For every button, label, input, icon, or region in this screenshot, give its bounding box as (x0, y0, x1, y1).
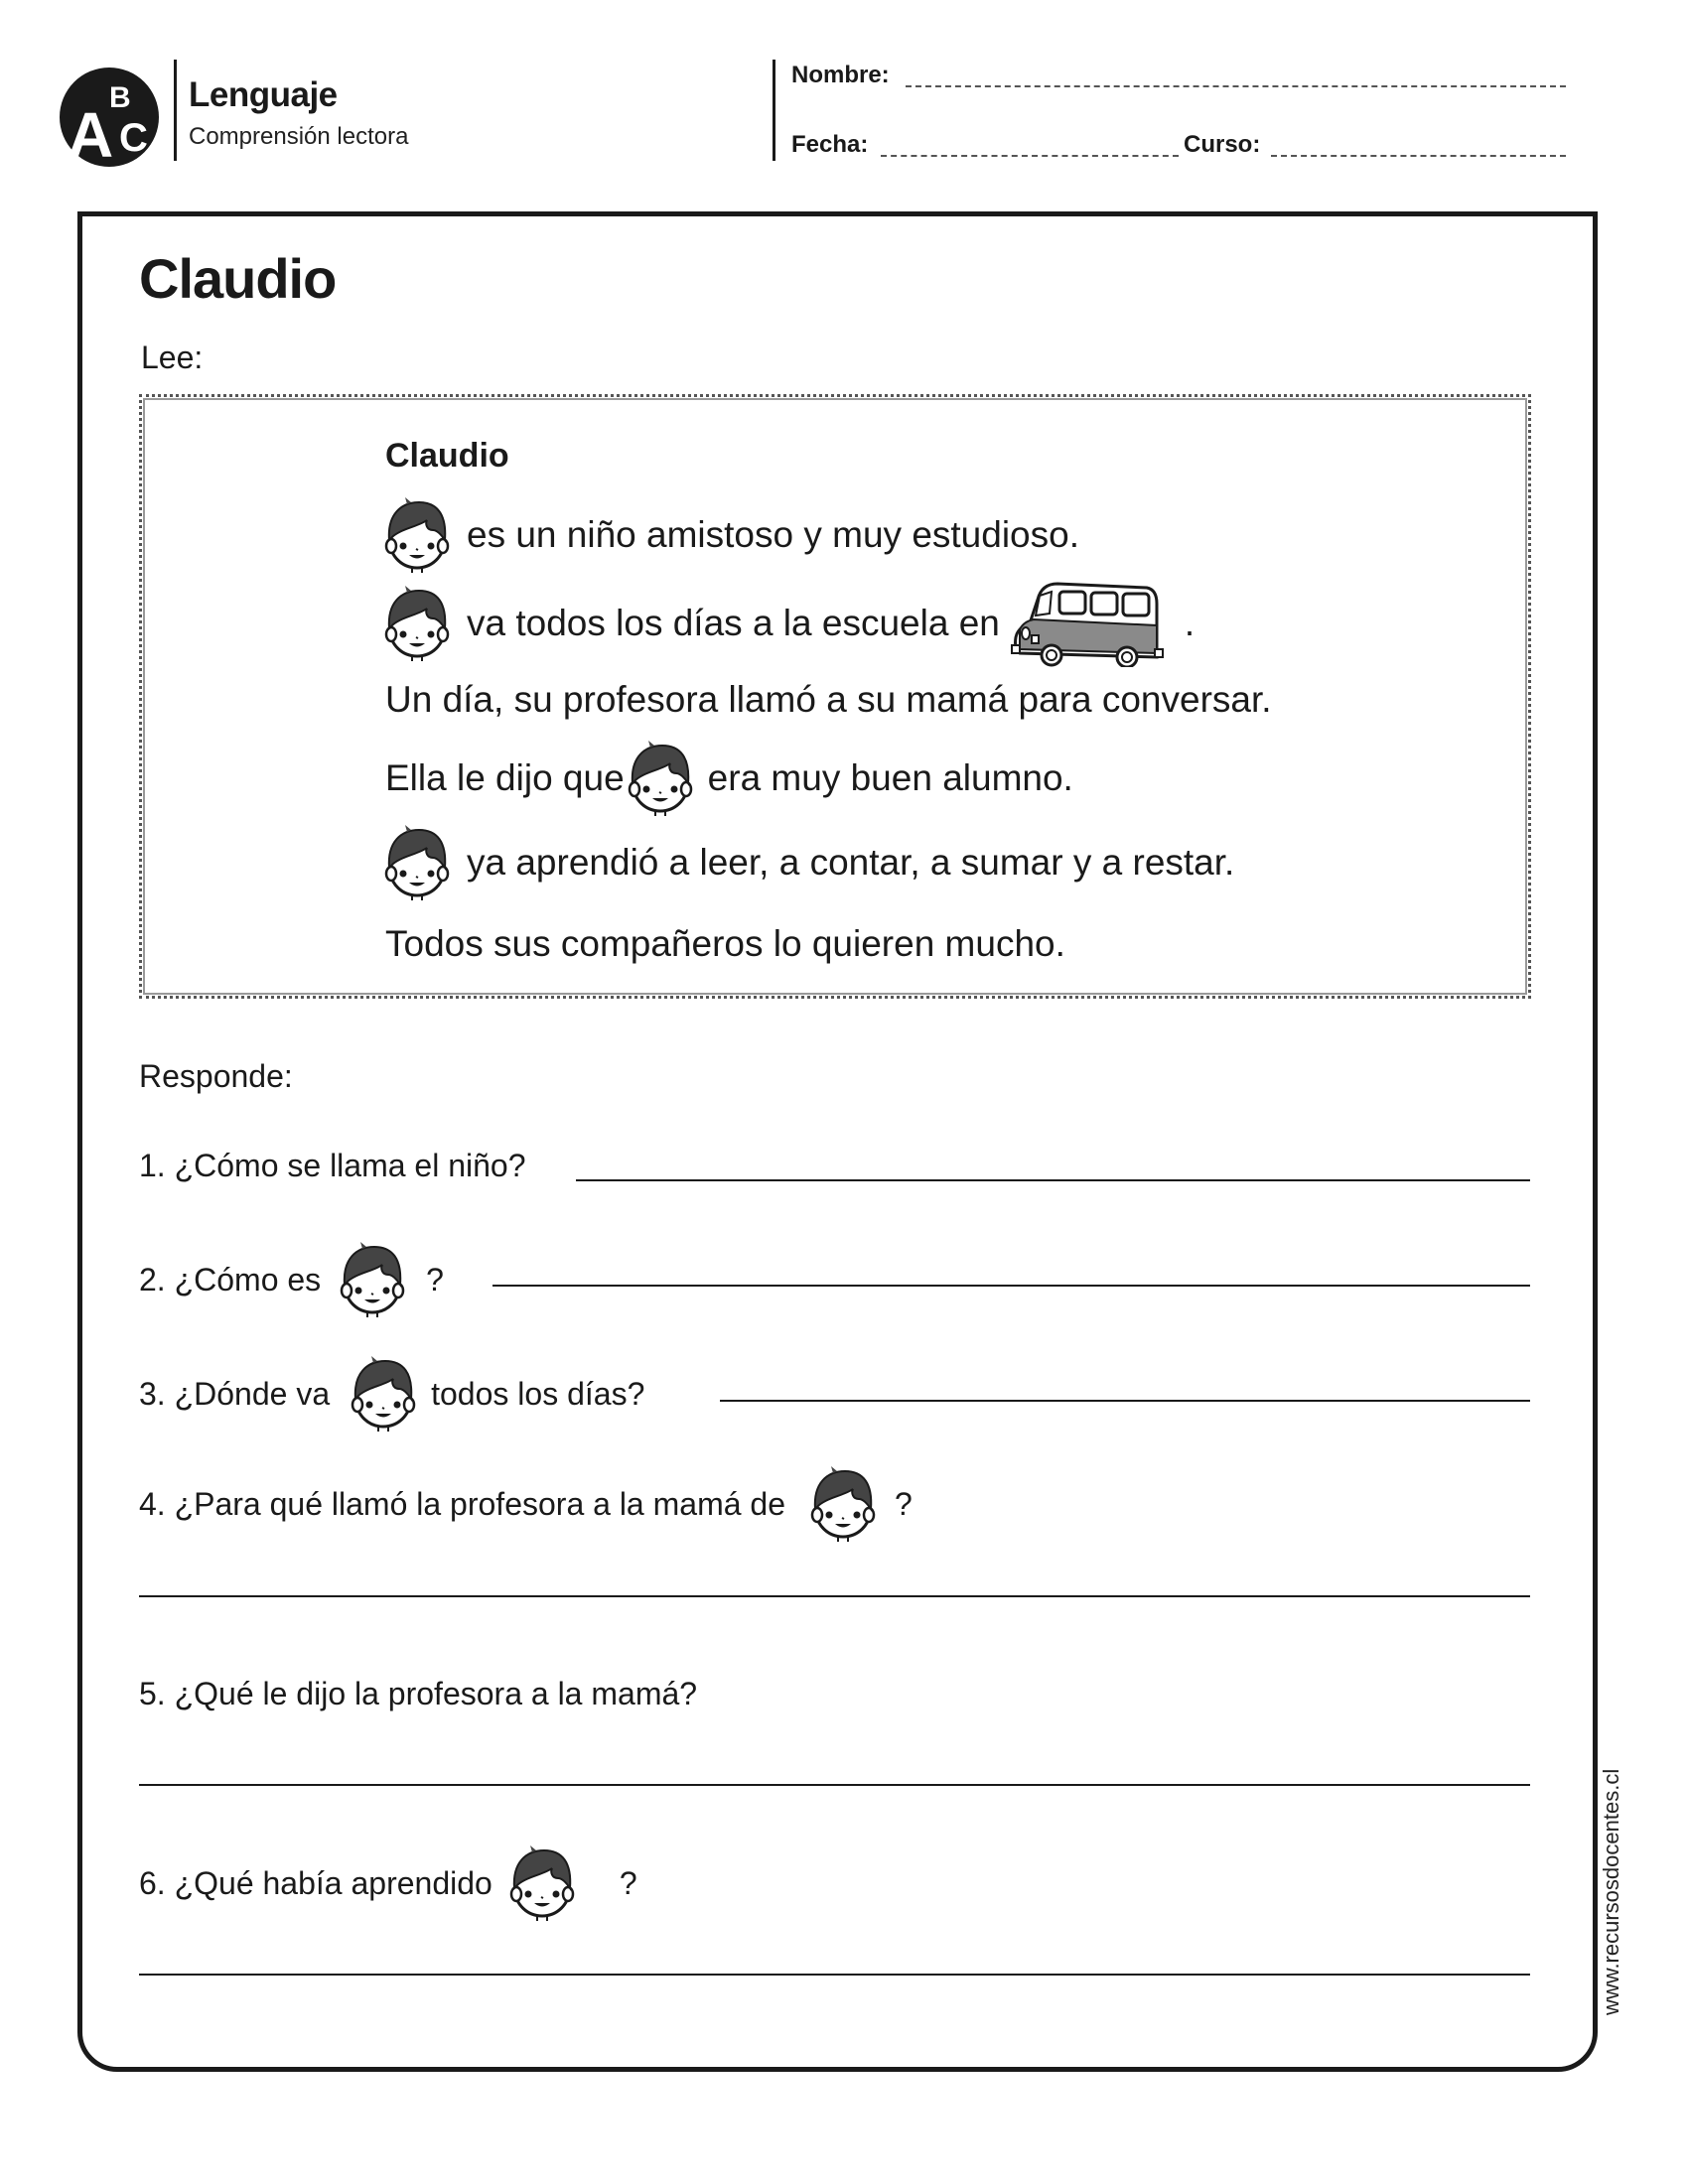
page-title: Claudio (139, 247, 337, 310)
header-divider-right (773, 60, 775, 161)
boy-face-icon (383, 585, 451, 662)
story-text: va todos los días a la escuela en (467, 603, 1000, 643)
question-text: 4. ¿Para qué llamó la profesora a la mamá de (139, 1485, 785, 1522)
boy-face-icon (383, 496, 451, 574)
story-line (383, 580, 1195, 667)
bus-icon (1008, 580, 1167, 667)
logo-letter-a: A (68, 99, 114, 169)
question-text: ? (895, 1485, 913, 1522)
question-text: 3. ¿Dónde va (139, 1375, 331, 1412)
date-field[interactable] (881, 155, 1179, 157)
question-text: todos los días? (431, 1375, 645, 1412)
name-label: Nombre: (791, 62, 890, 88)
question-text: 6. ¿Qué había aprendido (139, 1864, 492, 1901)
story-line (385, 923, 1065, 965)
boy-face-icon (508, 1844, 576, 1922)
question-4 (139, 1465, 913, 1543)
story-line (385, 679, 1272, 721)
website-credit: www.recursosdocentes.cl (1599, 1768, 1623, 2015)
course-field[interactable] (1271, 155, 1566, 157)
subject-subtitle: Comprensión lectora (189, 123, 409, 150)
story-text: . (1184, 603, 1196, 643)
story-line (385, 740, 1073, 817)
question-1 (139, 1148, 526, 1184)
read-instruction: Lee: (141, 340, 204, 375)
story-title: Claudio (385, 437, 509, 475)
question-5 (139, 1676, 697, 1712)
logo-letter-c: C (119, 116, 148, 160)
question-3 (139, 1355, 644, 1433)
answer-line-6[interactable] (139, 1974, 1530, 1976)
story-text: ya aprendió a leer, a contar, a sumar y a restar. (467, 842, 1235, 883)
course-label: Curso: (1184, 131, 1261, 158)
boy-face-icon (627, 740, 694, 817)
answer-line-5[interactable] (139, 1784, 1530, 1786)
subject-title: Lenguaje (189, 75, 338, 114)
answer-line-2[interactable] (492, 1285, 1530, 1287)
story-line (383, 496, 1079, 574)
boy-face-icon (350, 1355, 417, 1433)
story-text: era muy buen alumno. (707, 757, 1073, 798)
story-text: es un niño amistoso y muy estudioso. (467, 514, 1079, 555)
logo-letter-b: B (109, 81, 131, 114)
story-text: Todos sus compañeros lo quieren mucho. (385, 923, 1065, 964)
boy-face-icon (809, 1465, 877, 1543)
answer-line-1[interactable] (576, 1179, 1530, 1181)
question-text: ? (619, 1864, 637, 1901)
header-divider (174, 60, 177, 161)
question-2 (139, 1241, 444, 1318)
story-line (383, 824, 1234, 901)
question-text: 2. ¿Cómo es (139, 1261, 322, 1297)
question-6 (139, 1844, 637, 1922)
question-text: 1. ¿Cómo se llama el niño? (139, 1148, 526, 1183)
boy-face-icon (383, 824, 451, 901)
story-text: Un día, su profesora llamó a su mamá para conversar. (385, 679, 1272, 720)
answer-line-4[interactable] (139, 1595, 1530, 1597)
story-text: Ella le dijo que (385, 757, 625, 798)
question-text: ? (426, 1261, 444, 1297)
answer-line-3[interactable] (720, 1400, 1530, 1402)
answer-instruction: Responde: (139, 1058, 293, 1094)
question-text: 5. ¿Qué le dijo la profesora a la mamá? (139, 1676, 698, 1711)
date-label: Fecha: (791, 131, 869, 158)
name-field[interactable] (906, 85, 1566, 87)
boy-face-icon (339, 1241, 406, 1318)
abc-logo (58, 66, 161, 169)
